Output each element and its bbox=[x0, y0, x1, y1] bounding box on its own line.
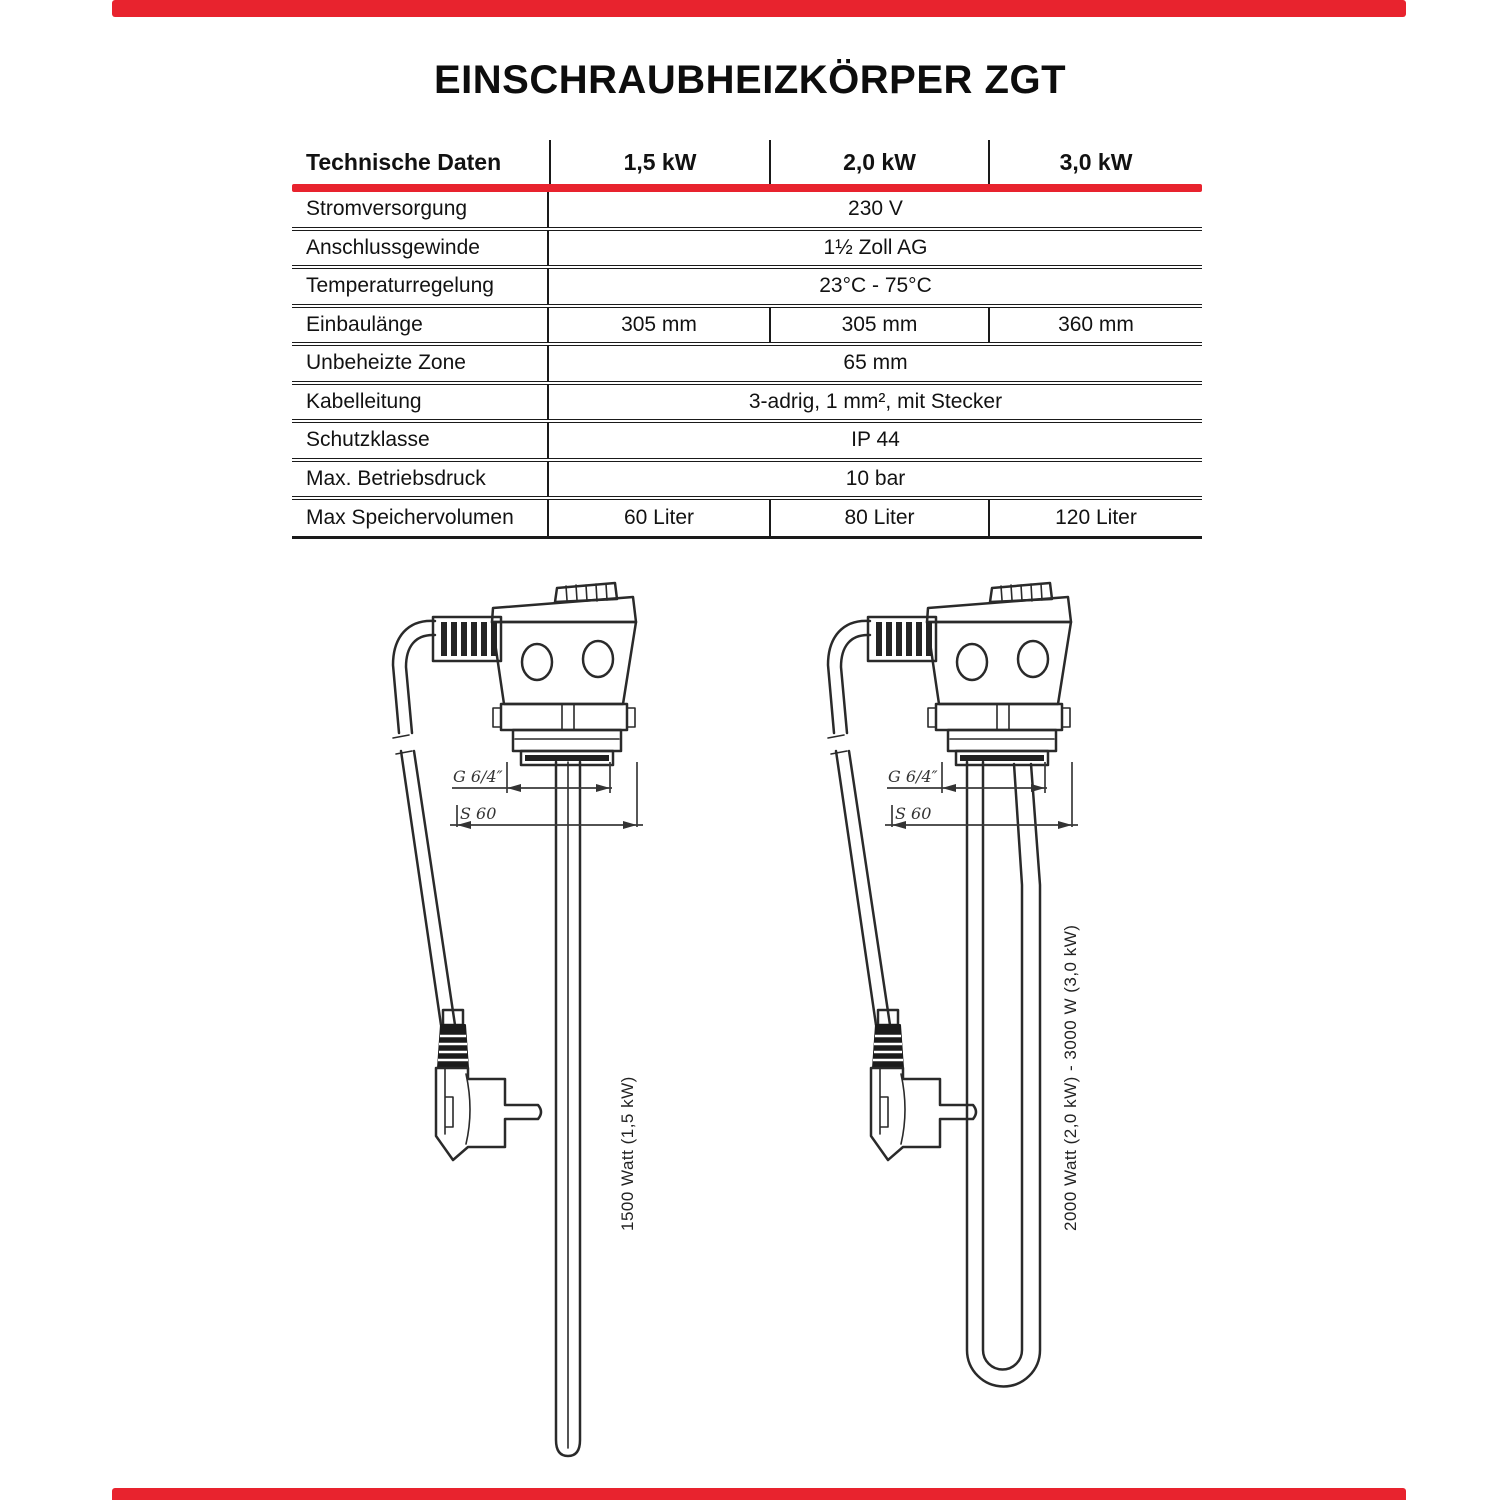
thread-collar bbox=[513, 730, 621, 751]
row-label: Schutzklasse bbox=[292, 423, 549, 458]
table-row bbox=[292, 269, 1202, 308]
thermostat-head bbox=[433, 583, 636, 765]
plug-boot bbox=[438, 1025, 468, 1068]
wrench-dimension-label: S 60 bbox=[895, 804, 932, 823]
row-label: Anschlussgewinde bbox=[292, 231, 549, 266]
thread-collar bbox=[948, 730, 1056, 751]
thermostat-body bbox=[927, 622, 1071, 704]
screw-hole bbox=[957, 644, 987, 680]
cable-gland-ribs bbox=[441, 622, 497, 656]
plug-boot bbox=[873, 1025, 903, 1068]
table-header-label: Technische Daten bbox=[306, 148, 502, 175]
row-value: 10 bar bbox=[845, 466, 906, 490]
row-label: Max. Betriebsdruck bbox=[292, 462, 549, 497]
table-row bbox=[292, 231, 1202, 270]
row-label: Einbaulänge bbox=[292, 308, 549, 343]
cable-gland-ribs bbox=[876, 622, 932, 656]
bottom-red-bar bbox=[112, 1488, 1406, 1500]
hex-nut bbox=[936, 704, 1062, 730]
page-title: EINSCHRAUBHEIZKÖRPER ZGT bbox=[433, 58, 1067, 102]
row-value: 3-adrig, 1 mm², mit Stecker bbox=[748, 389, 1003, 413]
row-value-3-0kw: 360 mm bbox=[988, 308, 1202, 343]
thermostat-body bbox=[492, 622, 636, 704]
cable-break-marks bbox=[393, 735, 412, 754]
row-value-3-0kw: 120 Liter bbox=[988, 500, 1202, 536]
hex-nut bbox=[501, 704, 627, 730]
power-cable bbox=[828, 621, 890, 1025]
heating-rod-u-shaped bbox=[967, 762, 1040, 1386]
plug-body bbox=[871, 1068, 976, 1160]
table-row bbox=[292, 308, 1202, 347]
dimension-annotations bbox=[885, 762, 1078, 829]
wattage-label: 2000 Watt (2,0 kW) - 3000 W (3,0 kW) bbox=[1061, 924, 1080, 1231]
technical-drawing-1-5kw bbox=[365, 555, 705, 1475]
thread-dimension-label: G 6/4″ bbox=[888, 767, 938, 786]
row-value: 23°C - 75°C bbox=[819, 274, 932, 298]
wattage-label: 1500 Watt (1,5 kW) bbox=[618, 1076, 637, 1231]
row-value: 1½ Zoll AG bbox=[823, 235, 928, 259]
table-header-col-3: 3,0 kW bbox=[988, 140, 1202, 184]
power-cable bbox=[393, 621, 455, 1025]
wrench-dimension-label: S 60 bbox=[460, 804, 497, 823]
row-value-2-0kw: 80 Liter bbox=[769, 500, 988, 536]
table-row bbox=[292, 500, 1202, 539]
schuko-plug bbox=[436, 1010, 541, 1160]
table-row bbox=[292, 385, 1202, 424]
row-label: Unbeheizte Zone bbox=[292, 346, 549, 381]
table-header-row bbox=[292, 140, 1202, 184]
heating-rod-straight bbox=[556, 762, 580, 1456]
table-row bbox=[292, 346, 1202, 385]
screw-hole bbox=[1018, 641, 1048, 677]
row-value-2-0kw: 305 mm bbox=[769, 308, 988, 343]
schuko-plug bbox=[871, 1010, 976, 1160]
table-row bbox=[292, 462, 1202, 501]
screw-hole bbox=[522, 644, 552, 680]
row-value: 65 mm bbox=[843, 351, 908, 375]
row-value: 230 V bbox=[848, 197, 903, 221]
row-value-1-5kw: 60 Liter bbox=[623, 505, 695, 529]
dimension-annotations bbox=[450, 762, 643, 829]
cable-break-marks bbox=[828, 735, 847, 754]
plug-body bbox=[436, 1068, 541, 1160]
screw-hole bbox=[583, 641, 613, 677]
row-value-1-5kw: 305 mm bbox=[621, 312, 697, 336]
row-value: IP 44 bbox=[851, 428, 900, 452]
row-label: Max Speichervolumen bbox=[292, 500, 549, 536]
row-label: Stromversorgung bbox=[292, 192, 549, 227]
table-row bbox=[292, 423, 1202, 462]
table-header-col-1: 1,5 kW bbox=[549, 140, 769, 184]
table-row bbox=[292, 192, 1202, 231]
thermostat-head bbox=[868, 583, 1071, 765]
header-red-divider bbox=[292, 184, 1202, 192]
row-label: Temperaturregelung bbox=[292, 269, 549, 304]
technical-drawing-2-3kw bbox=[800, 555, 1140, 1475]
thread-dimension-label: G 6/4″ bbox=[453, 767, 503, 786]
table-header-col-2: 2,0 kW bbox=[769, 140, 988, 184]
technical-data-table bbox=[292, 140, 1202, 539]
top-red-bar bbox=[112, 0, 1406, 17]
row-label: Kabelleitung bbox=[292, 385, 549, 420]
